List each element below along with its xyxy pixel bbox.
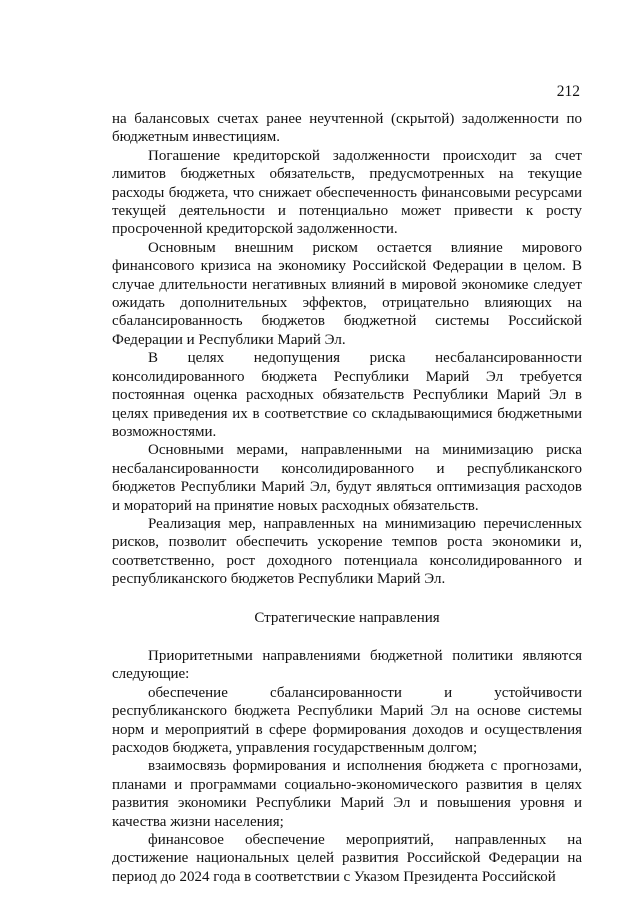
section-heading: Стратегические направления: [254, 609, 440, 626]
paragraph-debt-repayment: Погашение кредиторской задолженности происходит за счет лимитов бюджетных обязательств, предусмотренных на текущие расходы бюджета, что снижает обеспеченность финансовыми ресурсами текущей деятельности и потенциально может привести к росту просроченной кредиторской задолженности.: [112, 147, 582, 238]
paragraph-implementation: Реализация мер, направленных на минимизацию перечисленных рисков, позволит обеспечить ускорение темпов роста экономики и, соответственно, рост доходного потенциала консолидированного и республиканского бюджетов Республики Марий Эл.: [112, 515, 582, 588]
page-number: 212: [556, 83, 580, 100]
paragraph-risk-prevention: В целях недопущения риска несбалансированности консолидированного бюджета Республики Марий Эл требуется постоянная оценка расходных обязательств Республики Марий Эл в целях приведения их в соответствие со складывающимися бюджетными возможностями.: [112, 350, 582, 440]
list-item: взаимосвязь формирования и исполнения бюджета с прогнозами, планами и программами социально-экономического развития в целях развития экономики Республики Марий Эл и повышения уровня и качества жизни населения;: [112, 758, 582, 830]
paragraph-external-risk: Основным внешним риском остается влияние мирового финансового кризиса на экономику Российской Федерации в целом. В случае длительности негативных влияний в мировой экономике следует ожидать дополнительных эффектов, отрицательно влияющих на сбалансированность бюджетов бюджетной системы Российской Федерации и Республики Марий Эл.: [112, 239, 582, 348]
list-item: обеспечение сбалансированности и устойчивости республиканского бюджета Республики Марий Эл на основе системы норм и мероприятий в сфере формирования доходов и осуществления расходов бюджета, управления государственным долгом;: [112, 684, 582, 756]
paragraph-main-measures: Основными мерами, направленными на минимизацию риска несбалансированности консолидированного и республиканского бюджетов Республики Марий Эл, будут являться оптимизация расходов и мораторий на принятие новых расходных обязательств.: [112, 442, 582, 514]
document-body: [112, 110, 582, 886]
list-item: финансовое обеспечение мероприятий, направленных на достижение национальных целей развития Российской Федерации на период до 2024 года в соответствии с Указом Президента Российской: [112, 832, 582, 885]
section-intro: Приоритетными направлениями бюджетной политики являются следующие:: [112, 647, 582, 683]
paragraph-continuation: на балансовых счетах ранее неучтенной (скрытой) задолженности по бюджетным инвестициям.: [112, 111, 582, 146]
